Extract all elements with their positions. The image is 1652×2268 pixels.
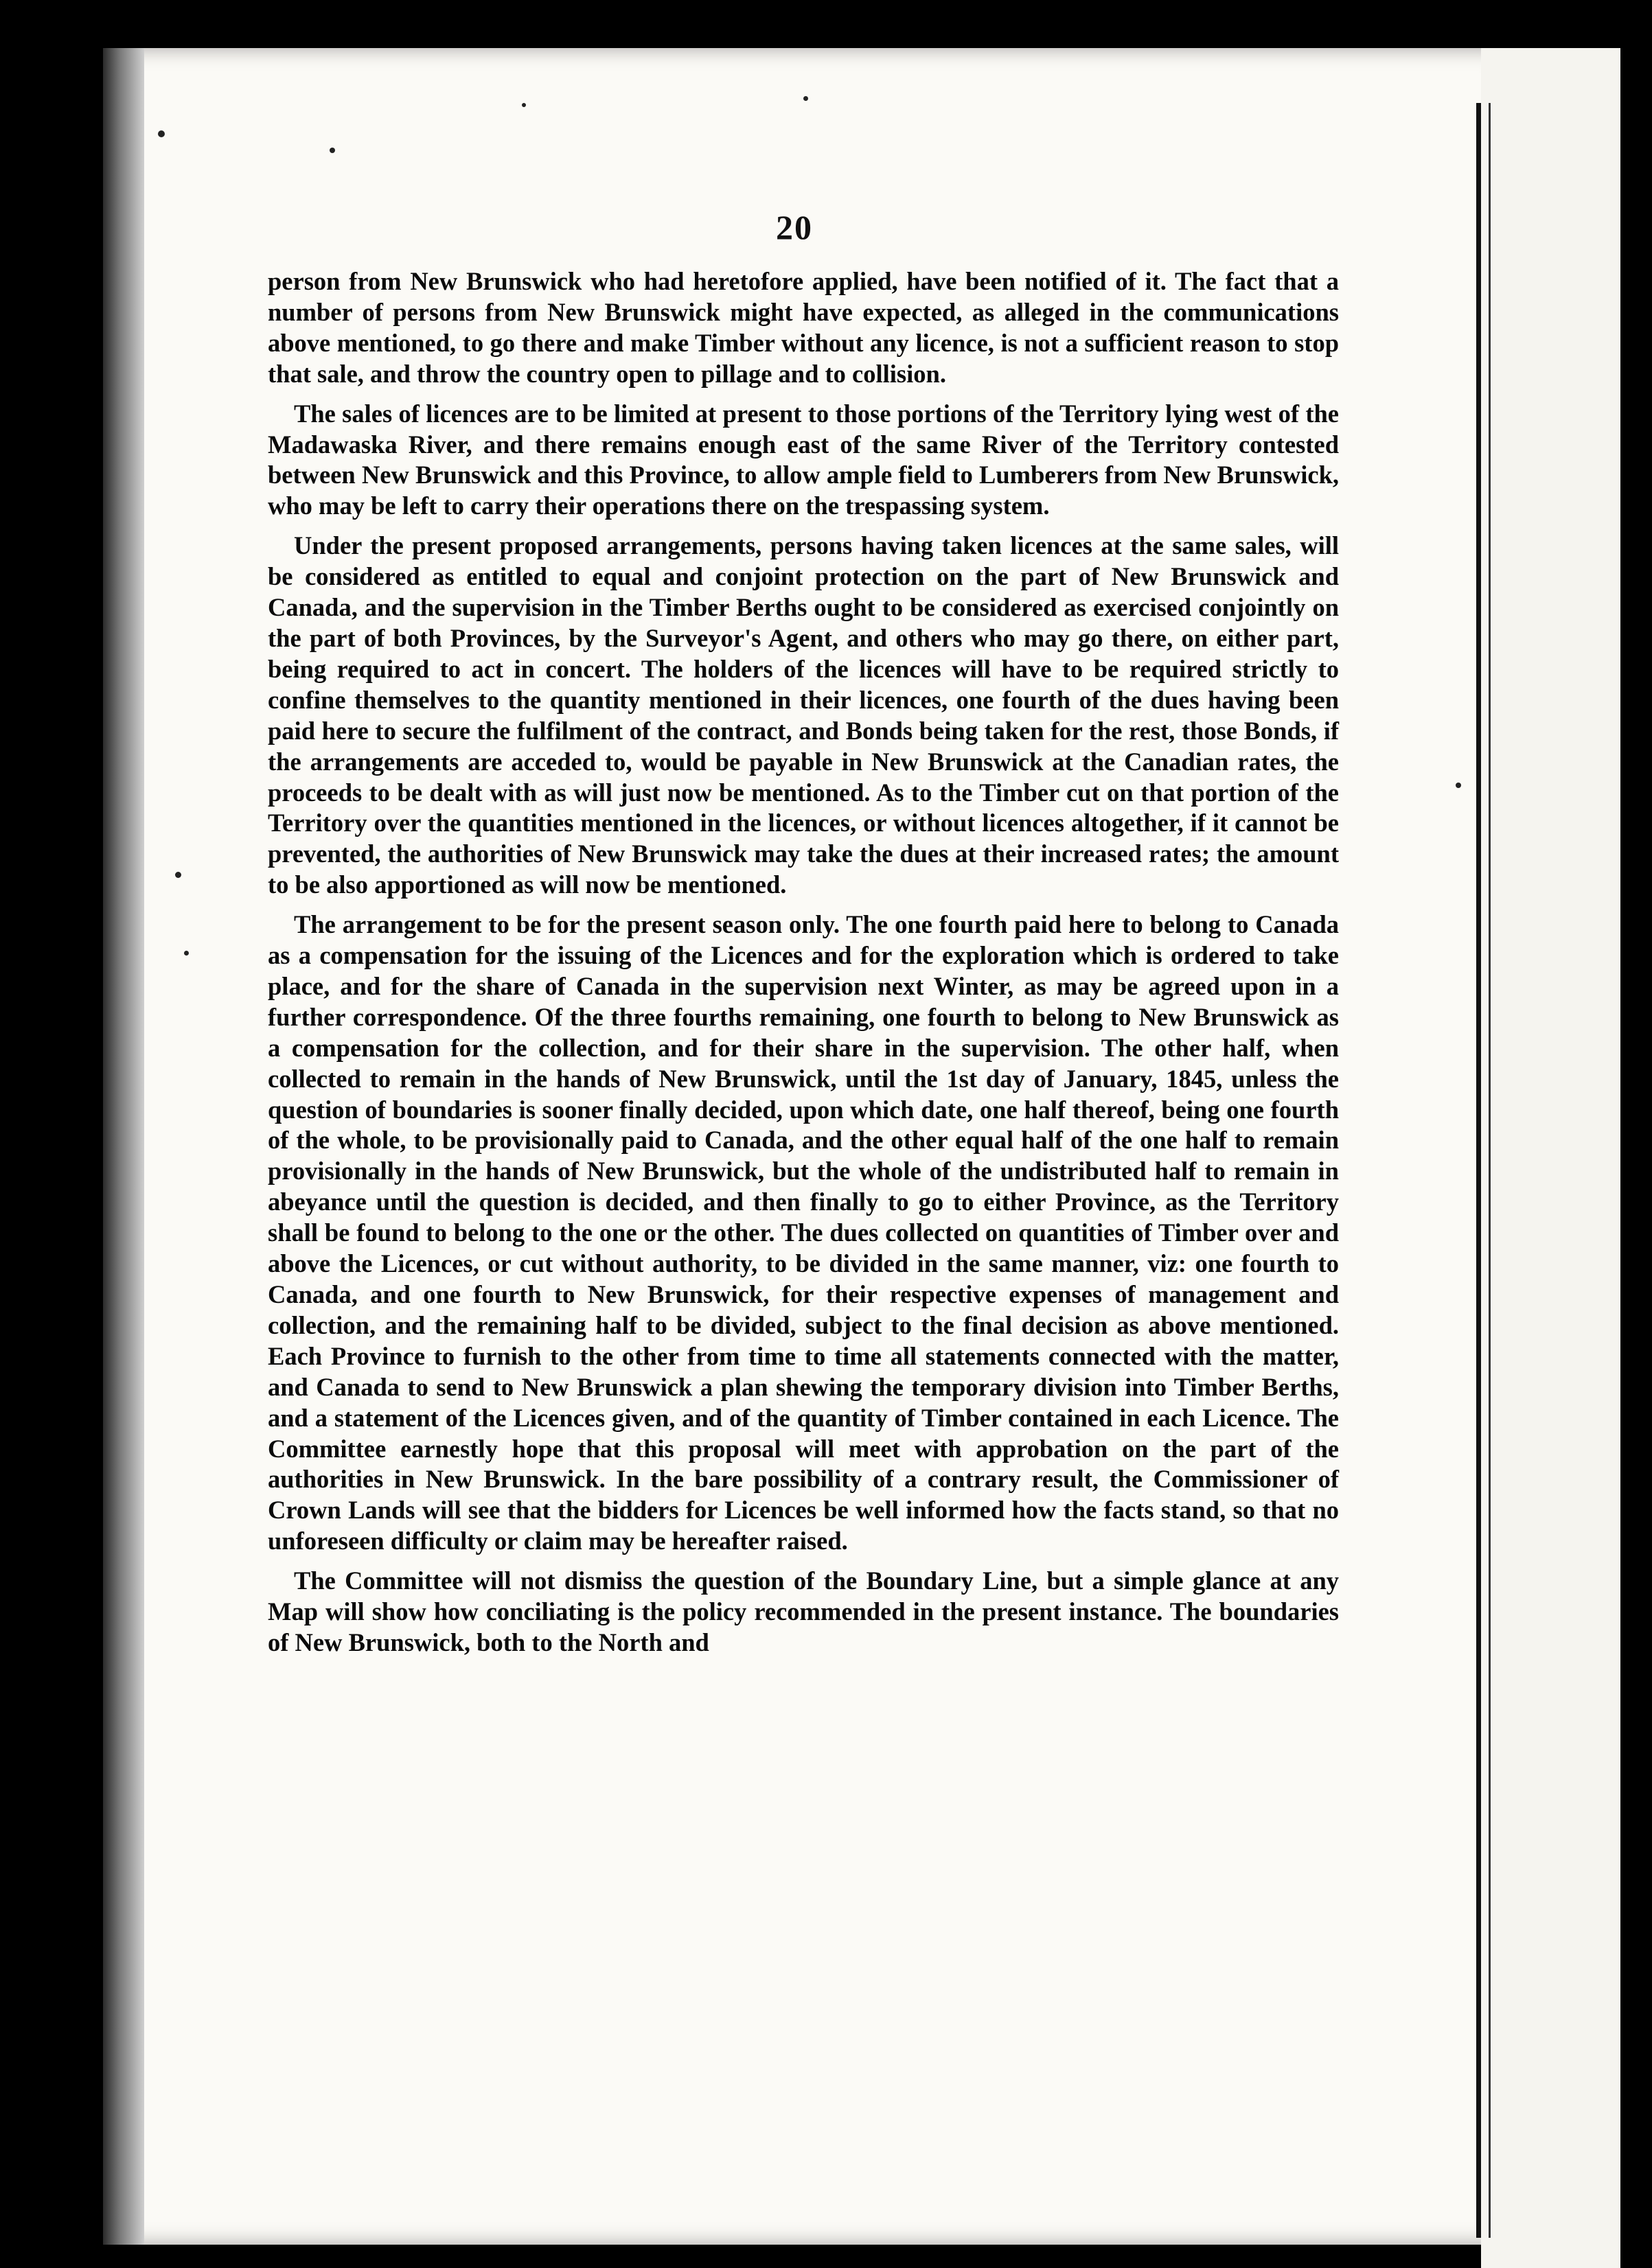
scan-speck — [330, 148, 335, 153]
scan-speck — [175, 872, 181, 878]
page-number: 20 — [776, 208, 813, 246]
paragraph-1: person from New Brunswick who had heretofore applied, have been notified of it. The fact that a number of persons from New Brunswick might have expected, as alleged in the communications above mentioned, to go there and make Timber without any licence, is not a sufficient reason to stop that sale, and throw the country open to pillage and to collision. — [268, 267, 1339, 388]
scan-speck — [1456, 783, 1461, 788]
binding-spine-line — [1476, 103, 1481, 2238]
paragraph-4: The arrangement to be for the present season only. The one fourth paid here to belong to Canada as a compensation for the issuing of the Licences and for the exploration which is ordered to take place, and for the share of Canada in the supervision next Winter, as may be agreed upon in a further correspondence. Of the three fourths remaining, one fourth to belong to New Brunswick as a compensation for the collection, and for their share in the supervision. The other half, when collected to remain in the hands of New Brunswick, until the 1st day of January, 1845, unless the question of boundaries is sooner finally decided, upon which date, one half thereof, being one fourth of the whole, to be provisionally paid to Canada, and the other equal half of the one half to remain provisionally in the hands of New Brunswick, but the whole of the undistributed half to remain in abeyance until the question is decided, and then finally to go to either Province, as the Territory shall be found to belong to the one or the other. The dues collected on quantities of Timber over and above the Licences, or cut without authority, to be divided in the same manner, viz: one fourth to Canada, and one fourth to New Brunswick, for their respective expenses of management and collection, and the remaining half to be divided, subject to the final decision as above mentioned. Each Province to furnish to the other from time to time all statements connected with the matter, and Canada to send to New Brunswick a plan shewing the temporary division into Timber Berths, and a statement of the Licences given, and of the quantity of Timber contained in each Licence. The Committee earnestly hope that this proposal will meet with approbation on the part of the authorities in New Brunswick. In the bare possibility of a contrary result, the Commissioner of Crown Lands will see that the bidders for Licences be well informed how the facts stand, so that no unforeseen difficulty or claim may be hereafter raised. — [268, 910, 1339, 1555]
scan-speck — [522, 103, 526, 107]
paragraph-5: The Committee will not dismiss the question of the Boundary Line, but a simple glance at any Map will show how conciliating is the policy recommended in the present instance. The boundaries of New Brunswick, both to the North and — [268, 1566, 1339, 1656]
paragraph-3: Under the present proposed arrangements, persons having taken licences at the same sales, will be considered as entitled to equal and conjoint protection on the part of New Brunswick and Canada, and the supervision in the Timber Berths ought to be considered as exercised conjointly on the part of both Provinces, by the Surveyor's Agent, and others who may go there, on either part, being required to act in concert. The holders of the licences will have to be required strictly to confine themselves to the quantity mentioned in their licences, one fourth of the dues having been paid here to secure the fulfilment of the contract, and Bonds being taken for the rest, those Bonds, if the arrangements are acceded to, would be payable in New Brunswick at the Canadian rates, the proceeds to be dealt with as will just now be mentioned. As to the Timber cut on that portion of the Territory over the quantities mentioned in the licences, or without licences altogether, if it cannot be prevented, the authorities of New Brunswick may take the dues at their increased rates; the amount to be also apportioned as will now be mentioned. — [268, 531, 1339, 899]
scan-speck — [803, 96, 808, 101]
scan-right-edge — [1620, 48, 1652, 2268]
scan-speck — [158, 130, 165, 137]
body-text — [268, 266, 1339, 1667]
page-left-edge-shadow — [103, 48, 144, 2245]
paragraph-2: The sales of licences are to be limited at present to those portions of the Territory lying west of the Madawaska River, and there remains enough east of the same River of the Territory contested between New Brunswick and this Province, to allow ample field to Lumberers from New Brunswick, who may be left to carry their operations there on the trespassing system. — [268, 399, 1339, 520]
scan-speck — [184, 951, 189, 956]
binding-spine-line-inner — [1489, 103, 1491, 2238]
